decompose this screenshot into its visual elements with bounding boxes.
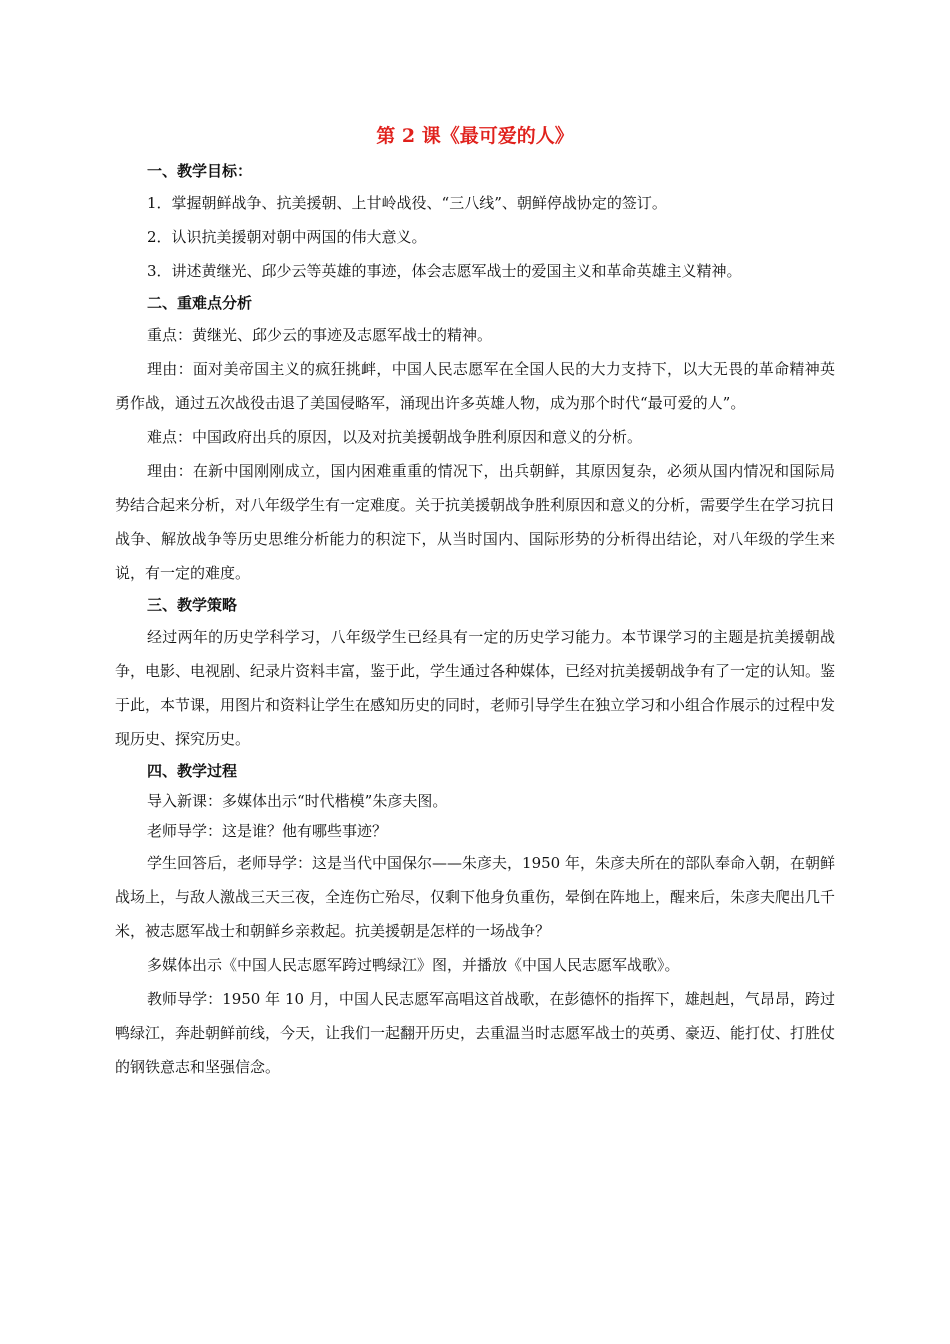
process-multimedia: 多媒体出示《中国人民志愿军跨过鸭绿江》图，并播放《中国人民志愿军战歌》。 bbox=[147, 956, 680, 974]
key-point: 重点：黄继光、邱少云的事迹及志愿军战士的精神。 bbox=[147, 326, 493, 344]
difficult-point: 难点：中国政府出兵的原因，以及对抗美援朝战争胜利原因和意义的分析。 bbox=[147, 428, 643, 446]
section-key-difficult-points bbox=[115, 288, 835, 590]
goal-item-2: 2．认识抗美援朝对朝中两国的伟大意义。 bbox=[147, 228, 427, 246]
page-title: 第 2 课《最可爱的人》 bbox=[376, 125, 574, 147]
process-intro: 导入新课：多媒体出示“时代楷模”朱彦夫图。 bbox=[147, 792, 448, 810]
process-teacher-question: 老师导学：这是谁？他有哪些事迹？ bbox=[147, 822, 388, 840]
section-heading-process: 四、教学过程 bbox=[147, 762, 238, 780]
goal-item-3: 3．讲述黄继光、邱少云等英雄的事迹，体会志愿军战士的爱国主义和革命英雄主义精神。 bbox=[147, 262, 742, 280]
key-point-reason: 理由：面对美帝国主义的疯狂挑衅，中国人民志愿军在全国人民的大力支持下，以大无畏的革命精神英勇作战，通过五次战役击退了美国侵略军，涌现出许多英雄人物，成为那个时代“最可爱的人”。 bbox=[115, 360, 835, 412]
section-teaching-strategy bbox=[115, 590, 835, 756]
document-page bbox=[115, 122, 835, 1084]
section-teaching-process bbox=[115, 756, 835, 1084]
process-student-answer: 学生回答后，老师导学：这是当代中国保尔——朱彦夫，1950 年，朱彦夫所在的部队奉命入朝，在朝鲜战场上，与敌人激战三天三夜，全连伤亡殆尽，仅剩下他身负重伤，晕倒在阵地上，醒来后，朱彦夫爬出几千米，被志愿军战士和朝鲜乡亲救起。抗美援朝是怎样的一场战争？ bbox=[115, 854, 836, 940]
difficult-point-reason: 理由：在新中国刚刚成立，国内困难重重的情况下，出兵朝鲜，其原因复杂，必须从国内情况和国际局势结合起来分析，对八年级学生有一定难度。关于抗美援朝战争胜利原因和意义的分析，需要学生在学习抗日战争、解放战争等历史思维分析能力的积淀下，从当时国内、国际形势的分析得出结论，对八年级的学生来说，有一定的难度。 bbox=[115, 462, 836, 582]
section-heading-goals: 一、教学目标： bbox=[147, 162, 253, 180]
section-heading-key-points: 二、重难点分析 bbox=[147, 294, 253, 312]
section-teaching-goals bbox=[115, 156, 835, 288]
section-heading-strategy: 三、教学策略 bbox=[147, 596, 238, 614]
goal-item-1: 1．掌握朝鲜战争、抗美援朝、上甘岭战役、“三八线”、朝鲜停战协定的签订。 bbox=[147, 194, 667, 212]
strategy-text: 经过两年的历史学科学习，八年级学生已经具有一定的历史学习能力。本节课学习的主题是抗美援朝战争，电影、电视剧、纪录片资料丰富，鉴于此，学生通过各种媒体，已经对抗美援朝战争有了一定的认知。鉴于此，本节课，用图片和资料让学生在感知历史的同时，老师引导学生在独立学习和小组合作展示的过程中发现历史、探究历史。 bbox=[115, 628, 836, 748]
process-teacher-guide: 教师导学：1950 年 10 月，中国人民志愿军高唱这首战歌，在彭德怀的指挥下，雄赳赳，气昂昂，跨过鸭绿江，奔赴朝鲜前线，今天，让我们一起翻开历史，去重温当时志愿军战士的英勇、豪迈、能打仗、打胜仗的钢铁意志和坚强信念。 bbox=[115, 990, 836, 1076]
